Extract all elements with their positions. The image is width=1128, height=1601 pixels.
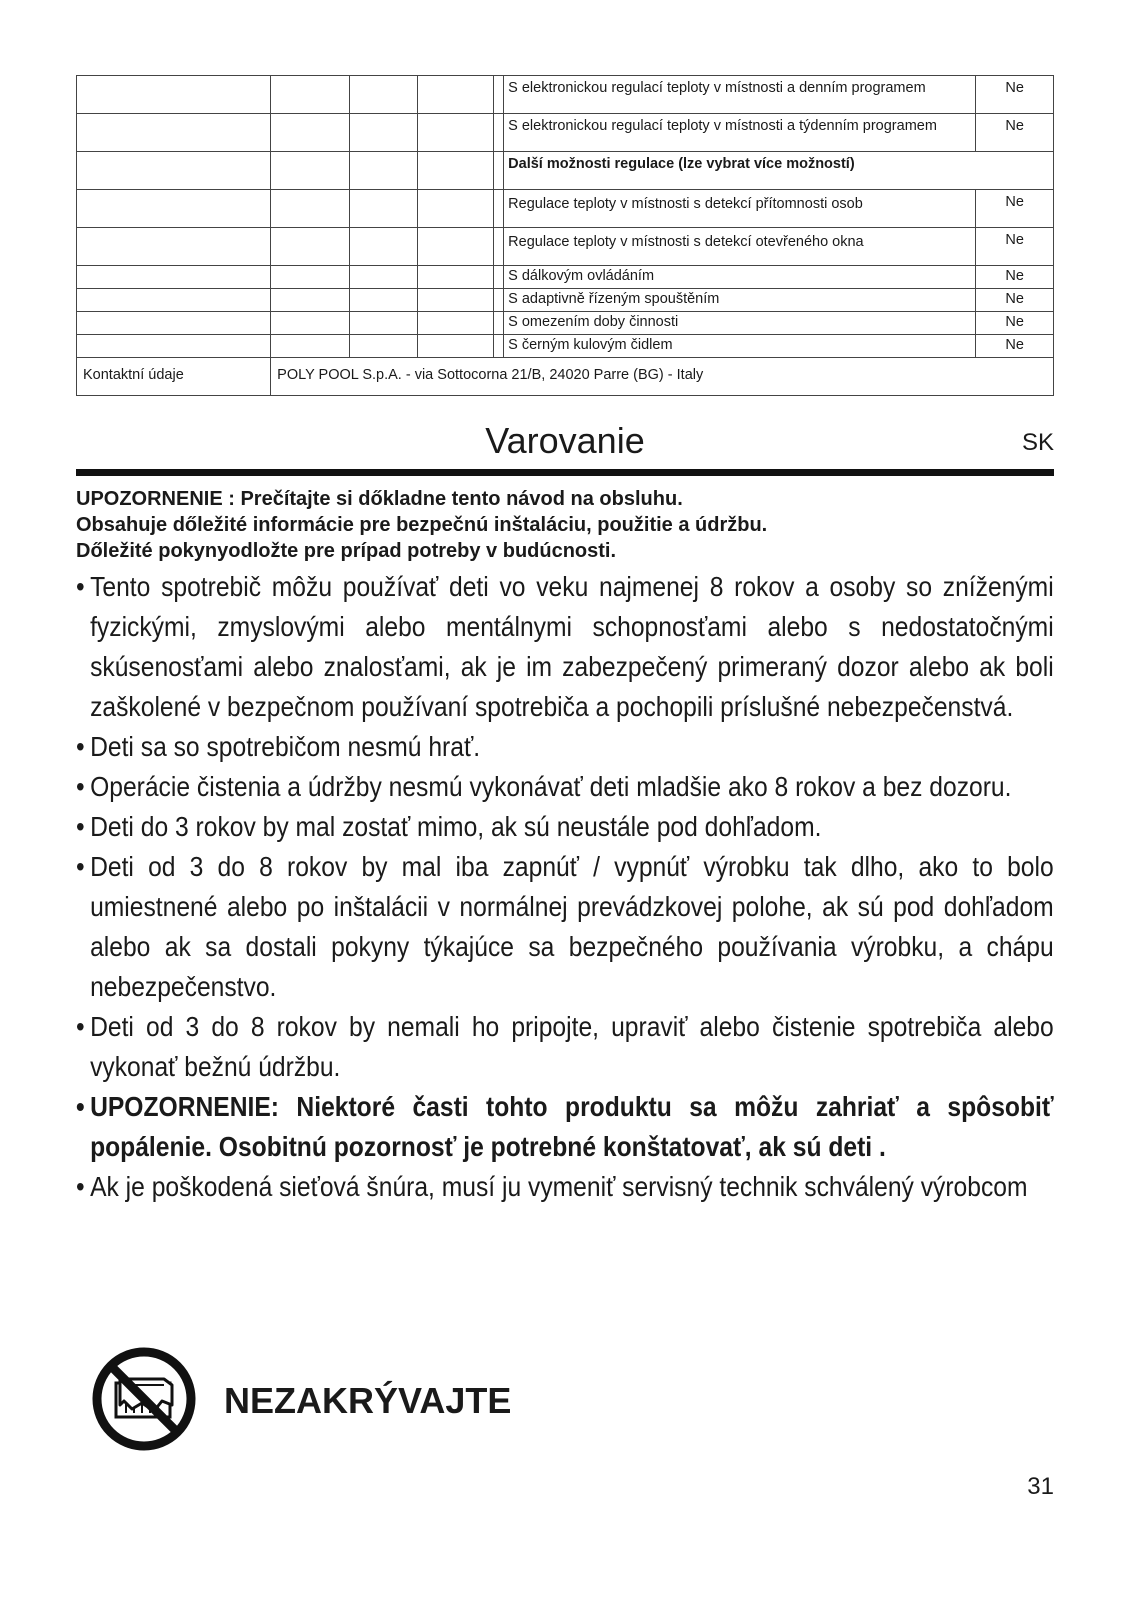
spec-table xyxy=(76,75,1054,396)
table-cell-value: Ne xyxy=(976,335,1054,358)
warning-list xyxy=(76,567,1054,1207)
table-section-heading: Další možnosti regulace (lze vybrat více možností) xyxy=(504,152,1054,190)
table-cell-desc: S omezením doby činnosti xyxy=(504,312,976,335)
table-cell-desc: Regulace teploty v místnosti s detekcí přítomnosti osob xyxy=(504,190,976,228)
intro-line: Dőležité pokynyodložte pre prípad potreby v budúcnosti. xyxy=(76,540,617,562)
table-cell-value: Ne xyxy=(976,190,1054,228)
warning-item: • Operácie čistenia a údržby nesmú vykonávať deti mladšie ako 8 rokov a bez dozoru. xyxy=(76,767,1054,807)
table-cell-value: Ne xyxy=(976,76,1054,114)
intro-notice xyxy=(76,486,1054,564)
intro-line: UPOZORNENIE : Prečítajte si dőkladne tento návod na obsluhu. xyxy=(76,488,683,510)
warning-item: • Deti sa so spotrebičom nesmú hrať. xyxy=(76,727,1054,767)
table-row xyxy=(77,289,1054,312)
warning-item-hot-surface: • UPOZORNENIE: Niektoré časti tohto produktu sa môžu zahriať a spôsobiť popálenie. Osobitnú pozornosť je potrebné konštatovať, ak sú deti . xyxy=(76,1087,1054,1167)
intro-line: Obsahuje dőležité informácie pre bezpečnú inštaláciu, použitie a údržbu. xyxy=(76,514,768,536)
table-row xyxy=(77,266,1054,289)
table-cell-desc: S adaptivně řízeným spouštěním xyxy=(504,289,976,312)
language-code: SK xyxy=(1021,429,1054,456)
table-row xyxy=(77,114,1054,152)
contact-value: POLY POOL S.p.A. - via Sottocorna 21/B, 24020 Parre (BG) - Italy xyxy=(271,358,1054,396)
table-row-contact xyxy=(77,358,1054,396)
table-row xyxy=(77,228,1054,266)
section-heading xyxy=(76,418,1054,464)
table-row xyxy=(77,190,1054,228)
table-row xyxy=(77,335,1054,358)
do-not-cover-icon xyxy=(90,1345,198,1453)
table-cell-value: Ne xyxy=(976,114,1054,152)
table-cell-desc: Regulace teploty v místnosti s detekcí otevřeného okna xyxy=(504,228,976,266)
table-cell-value: Ne xyxy=(976,289,1054,312)
warning-item: • Deti od 3 do 8 rokov by mal iba zapnúť / vypnúť výrobku tak dlho, ako to bolo umiestnené alebo po inštalácii v normálnej prevádzkovej polohe, ak sú pod dohľadom alebo ak sa dostali pokyny týkajúce sa bezpečného používania výrobku, a chápu nebezpečenstvo. xyxy=(76,847,1054,1007)
table-row xyxy=(77,152,1054,190)
warning-item: • Deti do 3 rokov by mal zostať mimo, ak sú neustále pod dohľadom. xyxy=(76,807,1054,847)
contact-label: Kontaktní údaje xyxy=(77,358,271,396)
table-cell-value: Ne xyxy=(976,228,1054,266)
do-not-cover-label: NEZAKRÝVAJTE xyxy=(224,1380,512,1421)
table-cell-value: Ne xyxy=(976,266,1054,289)
warning-item: • Deti od 3 do 8 rokov by nemali ho pripojte, upraviť alebo čistenie spotrebiča alebo vykonať bežnú údržbu. xyxy=(76,1007,1054,1087)
table-cell-desc: S elektronickou regulací teploty v místnosti a týdenním programem xyxy=(504,114,976,152)
table-cell-value: Ne xyxy=(976,312,1054,335)
heading-rule xyxy=(76,469,1054,476)
table-row xyxy=(77,76,1054,114)
table-cell-desc: S dálkovým ovládáním xyxy=(504,266,976,289)
warning-item: • Ak je poškodená sieťová šnúra, musí ju vymeniť servisný technik schválený výrobcom xyxy=(76,1167,1054,1207)
page-number: 31 xyxy=(1027,1473,1054,1500)
page-title: Varovanie xyxy=(485,420,645,461)
table-cell-desc: S elektronickou regulací teploty v místnosti a denním programem xyxy=(504,76,976,114)
table-cell-desc: S černým kulovým čidlem xyxy=(504,335,976,358)
warning-item: • Tento spotrebič môžu používať deti vo veku najmenej 8 rokov a osoby so zníženými fyzickými, zmyslovými alebo mentálnymi schopnosťami alebo s nedostatočnými skúsenosťami alebo znalosťami, ak je im zabezpečený primeraný dozor alebo ak boli zaškolené v bezpečnom používaní spotrebiča a pochopili príslušné nebezpečenstvá. xyxy=(76,567,1054,727)
table-row xyxy=(77,312,1054,335)
